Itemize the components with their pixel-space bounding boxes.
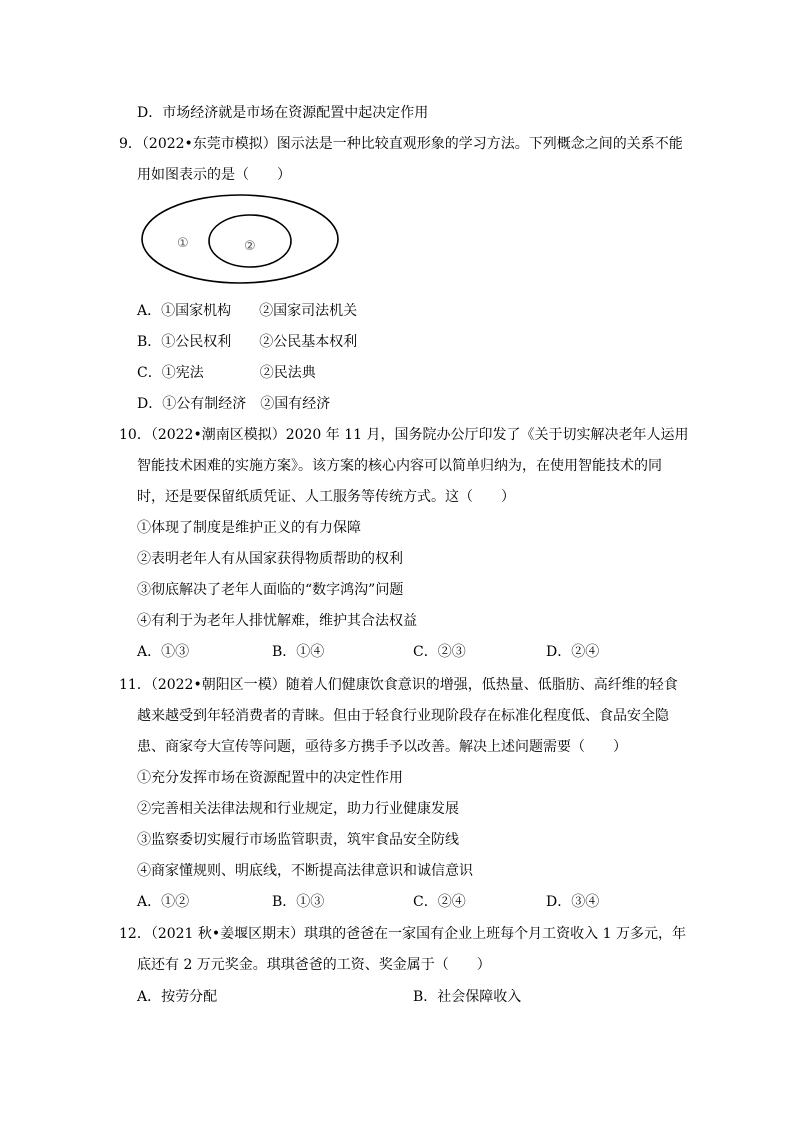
concept-relationship-diagram: [140, 192, 340, 286]
q8-option-d: D．市场经济就是市场在资源配置中起决定作用: [137, 105, 429, 121]
q11-choice-c: C．②④: [413, 894, 466, 910]
q9-option-b: B．①公民权利 ②公民基本权利: [137, 334, 358, 350]
q11-statement-1: ①充分发挥市场在资源配置中的决定性作用: [137, 770, 403, 786]
outer-ellipse: [142, 195, 338, 283]
q10-choice-b: B．①④: [272, 644, 325, 660]
q10-choice-a: A．①③: [137, 644, 190, 660]
q11-choice-d: D．③④: [546, 894, 600, 910]
q11-stem-line-2: 越来越受到年轻消费者的青睐。但由于轻食行业现阶段存在标准化程度低、食品安全隐: [137, 708, 669, 724]
q12-choice-b: B．社会保障收入: [413, 989, 522, 1005]
q11-choice-b: B．①③: [272, 894, 325, 910]
q10-statement-2: ②表明老年人有从国家获得物质帮助的权利: [137, 551, 403, 567]
q10-stem-line-3: 时，还是要保留纸质凭证、人工服务等传统方式。这（ ）: [137, 489, 515, 505]
q11-stem-line-3: 患、商家夸大宣传等问题，亟待多方携手予以改善。解决上述问题需要（ ）: [137, 739, 627, 755]
q10-choice-d: D．②④: [546, 644, 600, 660]
q11-statement-3: ③监察委切实履行市场监管职责，筑牢食品安全防线: [137, 832, 459, 848]
q11-statement-2: ②完善相关法律法规和行业规定，助力行业健康发展: [137, 801, 459, 817]
q10-statement-1: ①体现了制度是维护正义的有力保障: [137, 520, 361, 536]
q9-stem-line-2: 用如图表示的是（ ）: [137, 167, 291, 183]
q12-stem-line-1: 12．（2021 秋•姜堰区期末）琪琪的爸爸在一家国有企业上班每个月工资收入 1 万多元，年: [119, 926, 686, 942]
q10-statement-4: ④有利于为老年人排忧解难，维护其合法权益: [137, 613, 417, 629]
outer-ellipse-label: ①: [177, 236, 189, 251]
q10-statement-3: ③彻底解决了老年人面临的“数字鸿沟”问题: [137, 582, 404, 598]
q11-choice-a: A．①②: [137, 894, 190, 910]
inner-ellipse-label: ②: [244, 239, 256, 254]
q10-stem-line-1: 10．（2022•潮南区模拟）2020 年 11 月，国务院办公厅印发了《关于切实解决老年人运用: [119, 427, 689, 443]
q9-option-a: A．①国家机构 ②国家司法机关: [137, 303, 358, 319]
q11-stem-line-1: 11．（2022•朝阳区一模）随着人们健康饮食意识的增强，低热量、低脂肪、高纤维的轻食: [119, 677, 678, 693]
q11-statement-4: ④商家懂规则、明底线，不断提高法律意识和诚信意识: [137, 863, 473, 879]
q9-option-c: C．①宪法 ②民法典: [137, 365, 316, 381]
q10-stem-line-2: 智能技术困难的实施方案》。该方案的核心内容可以简单归纳为，在使用智能技术的同: [137, 458, 662, 474]
q9-stem-line-1: 9．（2022•东莞市模拟）图示法是一种比较直观形象的学习方法。下列概念之间的关系不能: [119, 136, 683, 152]
q9-option-d: D．①公有制经济 ②国有经济: [137, 396, 331, 412]
q10-choice-c: C．②③: [413, 644, 466, 660]
q12-choice-a: A．按劳分配: [137, 989, 218, 1005]
q12-stem-line-2: 底还有 2 万元奖金。琪琪爸爸的工资、奖金属于（ ）: [137, 957, 491, 973]
